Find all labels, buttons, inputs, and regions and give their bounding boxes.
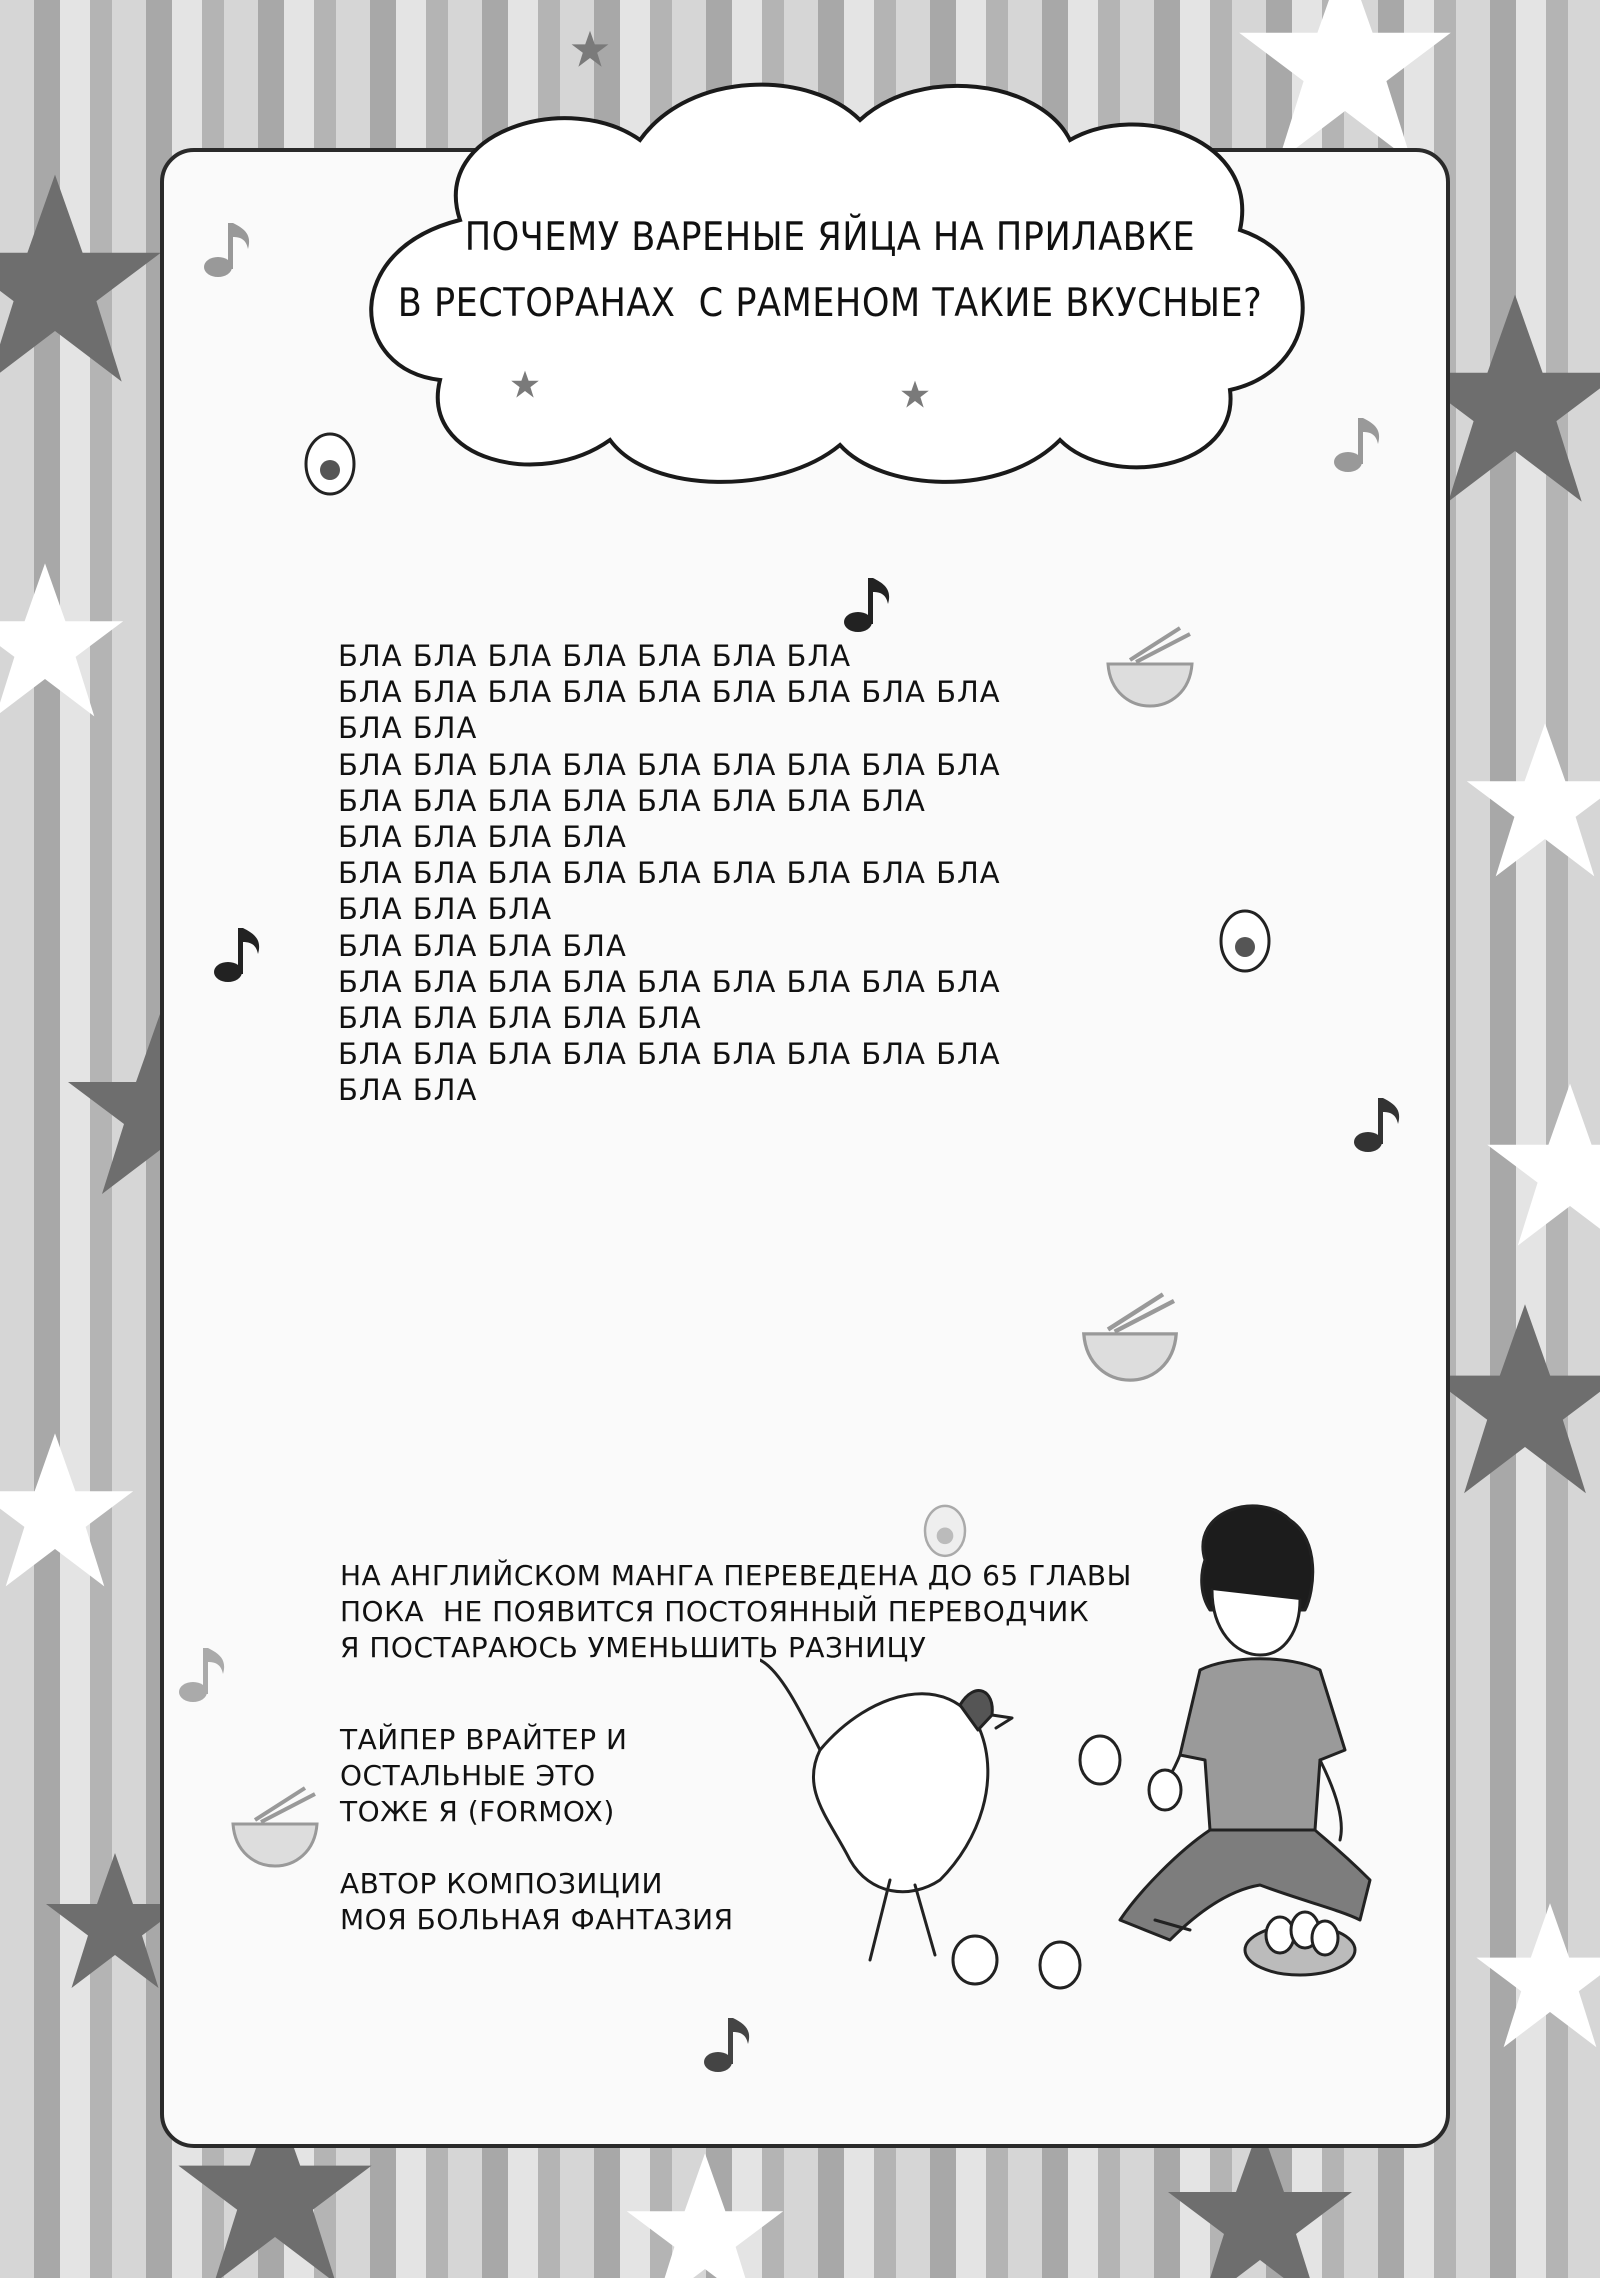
body-line: БЛА БЛА БЛА БЛА БЛА БЛА БЛА БЛА БЛА	[338, 1037, 1001, 1072]
body-line: БЛА БЛА БЛА БЛА БЛА БЛА БЛА БЛА БЛА	[338, 856, 1001, 891]
body-line: БЛА БЛА БЛА БЛА БЛА БЛА БЛА БЛА БЛА	[338, 964, 1001, 999]
music-note-icon	[175, 1640, 235, 1710]
typer-note	[340, 1722, 627, 1830]
music-note-icon	[700, 2010, 760, 2080]
body-line: БЛА БЛА БЛА БЛА БЛА БЛА БЛА	[338, 639, 852, 673]
composition-note	[340, 1866, 734, 1938]
body-line: БЛА БЛА БЛА БЛА БЛА	[338, 1001, 702, 1036]
credit-line: ТОЖЕ Я (FORMOX)	[340, 1795, 615, 1828]
body-line: БЛА БЛА	[338, 711, 478, 746]
title-line-2: В РЕСТОРАНАХ С РАМЕНОМ ТАКИЕ ВКУСНЫЕ?	[397, 281, 1263, 326]
body-text	[338, 638, 1001, 1109]
music-note-icon	[1330, 410, 1390, 480]
egg-icon	[1215, 905, 1275, 975]
body-line: БЛА БЛА БЛА БЛА	[338, 928, 627, 963]
credit-line: ТАЙПЕР ВРАЙТЕР И	[340, 1723, 628, 1756]
credit-line: Я ПОСТАРАЮСЬ УМЕНЬШИТЬ РАЗНИЦУ	[340, 1631, 927, 1664]
page-title	[380, 205, 1280, 337]
ramen-bowl-icon	[1100, 620, 1200, 710]
body-line: БЛА БЛА БЛА БЛА	[338, 820, 627, 855]
music-note-icon	[200, 215, 260, 285]
music-note-icon	[210, 920, 270, 990]
body-line: БЛА БЛА БЛА БЛА БЛА БЛА БЛА БЛА	[338, 783, 926, 818]
music-note-icon	[840, 570, 900, 640]
credit-line: ОСТАЛЬНЫЕ ЭТО	[340, 1759, 596, 1792]
body-line: БЛА БЛА БЛА БЛА БЛА БЛА БЛА БЛА БЛА	[338, 747, 1001, 782]
credit-line: ПОКА НЕ ПОЯВИТСЯ ПОСТОЯННЫЙ ПЕРЕВОДЧИК	[340, 1595, 1090, 1628]
credit-line: НА АНГЛИЙСКОМ МАНГА ПЕРЕВЕДЕНА ДО 65 ГЛАВЫ	[340, 1559, 1132, 1592]
music-note-icon	[1350, 1090, 1410, 1160]
ramen-bowl-icon	[225, 1780, 325, 1870]
credit-line: АВТОР КОМПОЗИЦИИ	[340, 1867, 663, 1900]
body-line: БЛА БЛА	[338, 1073, 478, 1108]
egg-icon	[300, 428, 360, 498]
credit-line: МОЯ БОЛЬНАЯ ФАНТАЗИЯ	[340, 1903, 734, 1936]
boy-with-chicken-illustration	[760, 1490, 1380, 2000]
body-line: БЛА БЛА БЛА БЛА БЛА БЛА БЛА БЛА БЛА	[338, 675, 1001, 710]
title-line-1: ПОЧЕМУ ВАРЕНЫЕ ЯЙЦА НА ПРИЛАВКЕ	[464, 215, 1196, 260]
ramen-bowl-icon	[1075, 1285, 1185, 1385]
body-line: БЛА БЛА БЛА	[338, 892, 553, 927]
